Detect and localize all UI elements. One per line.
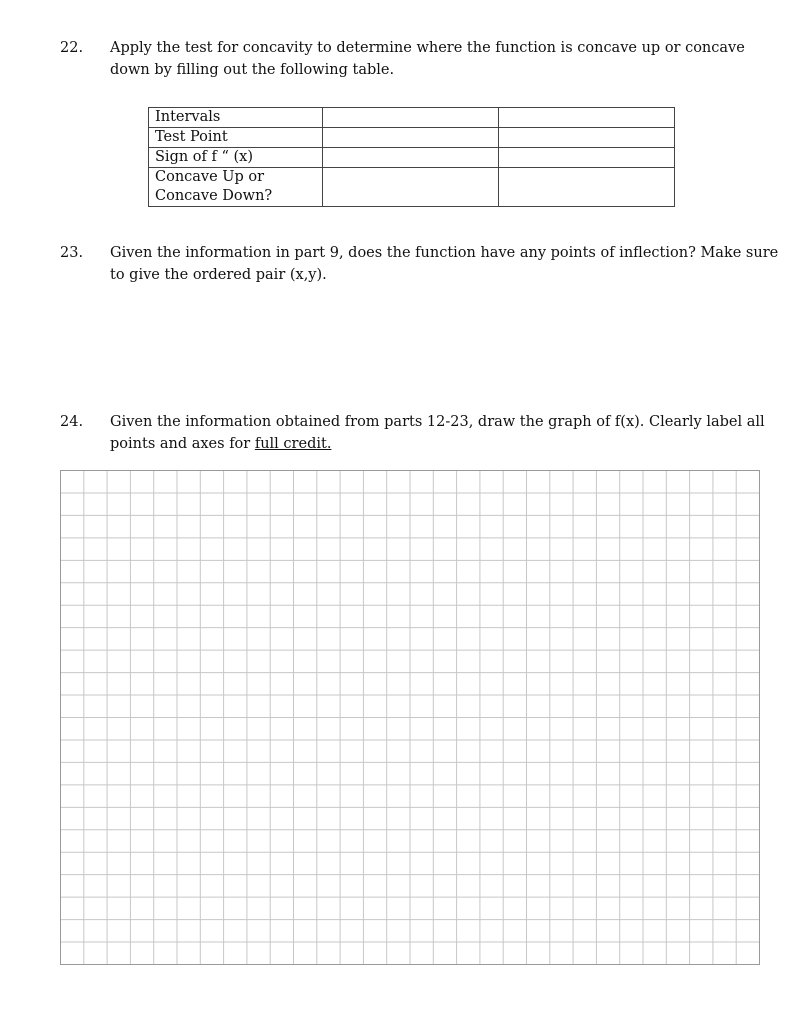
question-22-line-2: down by filling out the following table. bbox=[110, 62, 395, 78]
concavity-cell-2[interactable] bbox=[499, 168, 675, 207]
question-23-text bbox=[110, 242, 779, 286]
question-23-number: 23. bbox=[60, 245, 84, 261]
test-point-cell-1[interactable] bbox=[323, 128, 499, 148]
question-24-line-1: Given the information obtained from parts 12-23, draw the graph of f(x). Clearly label all bbox=[110, 414, 765, 430]
question-24-line-2 bbox=[110, 433, 770, 455]
question-24-text bbox=[110, 411, 770, 455]
full-credit-text: full credit. bbox=[254, 436, 332, 452]
row-label-sign: Sign of f “ (x) bbox=[149, 148, 323, 168]
row-label-concave-down: Concave Down? bbox=[155, 188, 273, 204]
question-23-line-1: Given the information in part 9, does the function have any points of inflection? Make sure bbox=[110, 245, 779, 261]
question-22-number: 22. bbox=[60, 40, 84, 56]
row-label-test-point: Test Point bbox=[149, 128, 323, 148]
row-label-concave-up: Concave Up or bbox=[155, 169, 265, 185]
question-22-text bbox=[110, 37, 770, 81]
question-23-line-2: to give the ordered pair (x,y). bbox=[110, 267, 327, 283]
test-point-cell-2[interactable] bbox=[499, 128, 675, 148]
graph-paper-grid[interactable] bbox=[60, 470, 760, 966]
sign-cell-1[interactable] bbox=[323, 148, 499, 168]
question-24-line-2-prefix: points and axes for bbox=[110, 436, 255, 452]
row-label-concavity bbox=[149, 168, 323, 207]
concavity-cell-1[interactable] bbox=[323, 168, 499, 207]
intervals-cell-2[interactable] bbox=[499, 108, 675, 128]
question-22-line-1: Apply the test for concavity to determine where the function is concave up or concave bbox=[110, 40, 745, 56]
question-24-number: 24. bbox=[60, 414, 84, 430]
intervals-cell-1[interactable] bbox=[323, 108, 499, 128]
row-label-intervals: Intervals bbox=[149, 108, 323, 128]
concavity-table bbox=[148, 107, 675, 207]
sign-cell-2[interactable] bbox=[499, 148, 675, 168]
